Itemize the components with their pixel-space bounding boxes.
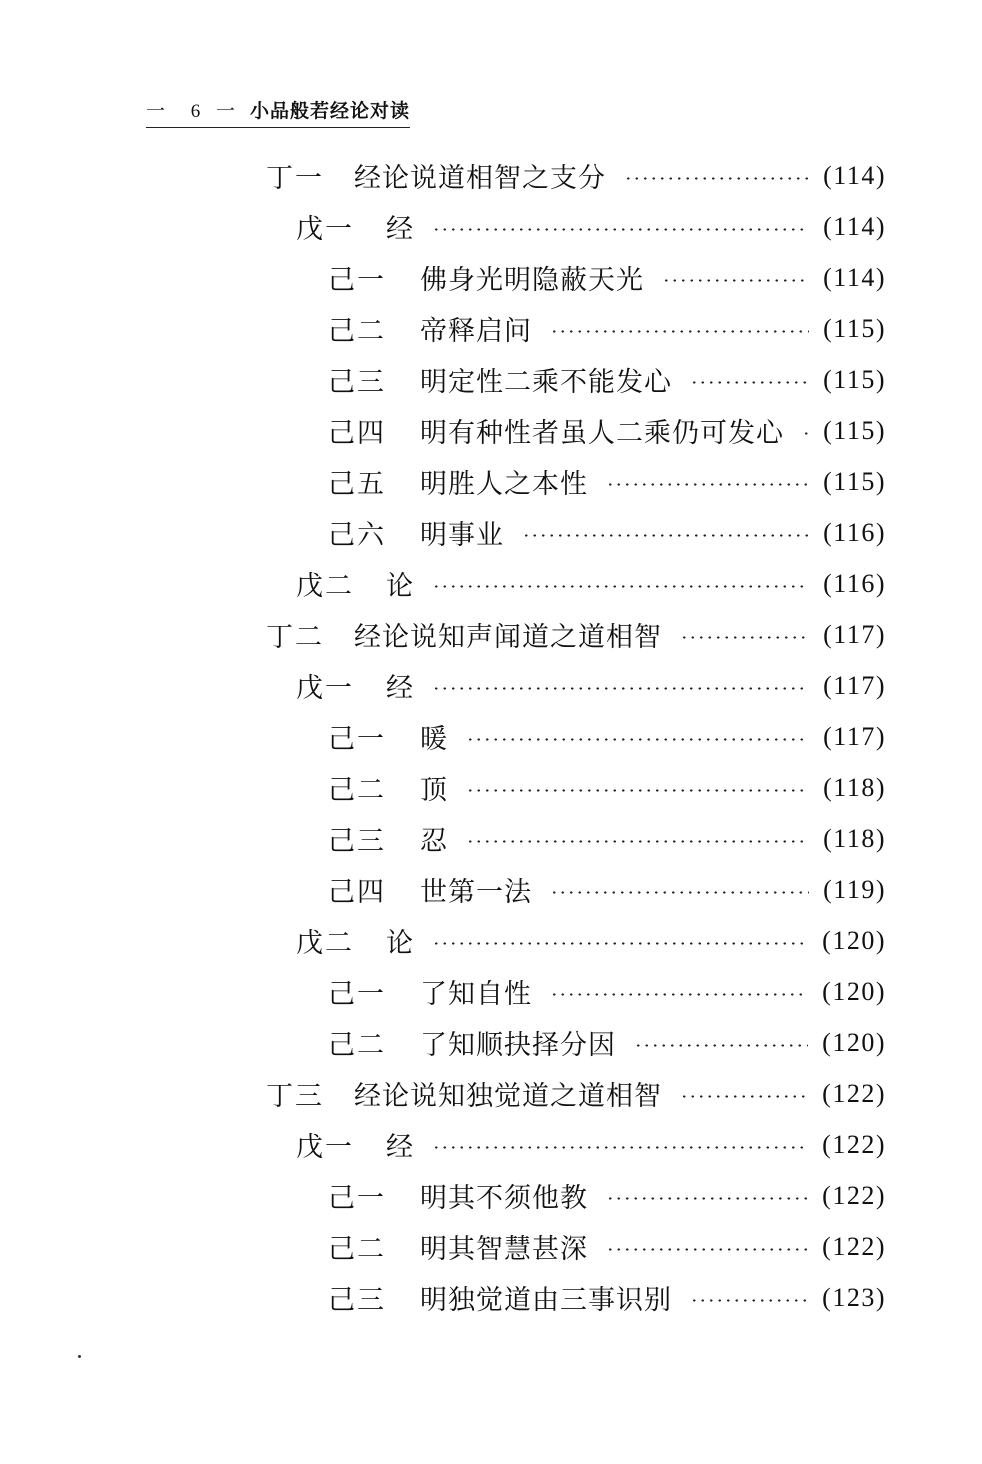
toc-entry-marker: 己三 [328, 826, 386, 857]
toc-entry-marker: 己四 [328, 877, 386, 908]
book-title: 小品般若经论对读 [250, 100, 411, 122]
toc-entry-page: (119) [823, 874, 886, 904]
toc-entry-title: 明其智慧甚深 [420, 1234, 588, 1265]
toc-entry-marker: 戊一 [296, 1132, 354, 1163]
toc-entry-title: 论 [386, 928, 414, 959]
toc-entry-title: 论 [386, 571, 414, 602]
toc-entry-page: (115) [823, 313, 886, 343]
toc-dot-leader [550, 891, 809, 894]
toc-entry-page: (114) [823, 160, 886, 190]
toc-entry-page: (118) [823, 772, 886, 802]
toc-entry-marker: 己二 [328, 1030, 386, 1061]
toc-dot-leader [624, 177, 809, 180]
toc-entry-page: (117) [823, 721, 886, 751]
toc-entry-title: 忍 [420, 826, 448, 857]
toc-dot-leader [432, 687, 809, 690]
toc-entry-title: 世第一法 [420, 877, 532, 908]
toc-entry-page: (116) [823, 568, 886, 598]
toc-dot-leader [466, 840, 809, 843]
toc-dot-leader [690, 1299, 808, 1302]
toc-dot-leader [606, 483, 809, 486]
toc-entry-title: 经论说知独觉道之道相智 [354, 1081, 662, 1112]
toc-entry [328, 1272, 886, 1323]
toc-entry [328, 354, 886, 405]
toc-entry-page: (122) [822, 1129, 886, 1159]
toc-entry-page: (117) [823, 670, 886, 700]
toc-entry-marker: 己一 [328, 724, 386, 755]
toc-entry-title: 经 [386, 673, 414, 704]
toc-entry [266, 1068, 886, 1119]
toc-dot-leader [466, 738, 809, 741]
toc-entry-title: 暖 [420, 724, 448, 755]
toc-entry-page: (122) [822, 1180, 886, 1210]
toc-entry-title: 明独觉道由三事识别 [420, 1285, 672, 1316]
toc-entry [296, 558, 886, 609]
toc-dot-leader [662, 279, 809, 282]
toc-dot-leader [550, 993, 808, 996]
toc-entry-title: 明定性二乘不能发心 [420, 367, 672, 398]
toc-entry-marker: 己六 [328, 520, 386, 551]
page-number: 6 [190, 101, 202, 122]
toc-entry-title: 经 [386, 1132, 414, 1163]
toc-entry-page: (120) [822, 1027, 886, 1057]
toc-entry-page: (115) [823, 364, 886, 394]
header-dash-right: 一 [216, 100, 237, 122]
toc-entry-marker: 戊二 [296, 928, 354, 959]
toc-entry-page: (114) [823, 211, 886, 241]
toc-entry-page: (115) [823, 415, 886, 445]
toc-entry-page: (117) [823, 619, 886, 649]
toc-entry-title: 明其不须他教 [420, 1183, 588, 1214]
toc-dot-leader [550, 330, 809, 333]
toc-entry-title: 经论说知声闻道之道相智 [354, 622, 662, 653]
toc-entry [328, 762, 886, 813]
toc-entry-marker: 己二 [328, 1234, 386, 1265]
toc-entry [266, 609, 886, 660]
toc-entry-title: 明事业 [420, 520, 504, 551]
toc-entry-marker: 己三 [328, 367, 386, 398]
toc-dot-leader [802, 432, 809, 435]
toc-entry-page: (120) [822, 976, 886, 1006]
toc-entry-marker: 己二 [328, 316, 386, 347]
header-dash-left: 一 [146, 100, 167, 122]
toc-entry-marker: 己二 [328, 775, 386, 806]
toc-dot-leader [690, 381, 809, 384]
toc-entry [296, 915, 886, 966]
toc-entry-title: 经论说道相智之支分 [354, 163, 606, 194]
toc-entry-page: (115) [823, 466, 886, 496]
toc-entry [328, 711, 886, 762]
toc-dot-leader [466, 789, 809, 792]
toc-entry-marker: 己四 [328, 418, 386, 449]
toc-entry [328, 507, 886, 558]
toc-dot-leader [680, 636, 809, 639]
toc-entry-marker: 己三 [328, 1285, 386, 1316]
toc-entry-title: 佛身光明隐蔽天光 [420, 265, 644, 296]
toc-entry-marker: 己一 [328, 265, 386, 296]
toc-entry [328, 864, 886, 915]
toc-entry-page: (116) [823, 517, 886, 547]
toc-dot-leader [634, 1044, 808, 1047]
toc-dot-leader [680, 1095, 808, 1098]
toc-entry-page: (122) [822, 1231, 886, 1261]
toc-entry-marker: 己一 [328, 1183, 386, 1214]
toc-entry-marker: 丁三 [266, 1081, 324, 1112]
toc-entry-marker: 戊一 [296, 214, 354, 245]
toc-dot-leader [432, 585, 809, 588]
toc-dot-leader [432, 228, 809, 231]
toc-entry [328, 813, 886, 864]
toc-entry [328, 1017, 886, 1068]
toc-entry [328, 252, 886, 303]
scan-speck [78, 1355, 81, 1358]
toc-entry-page: (122) [822, 1078, 886, 1108]
toc-entry [328, 966, 886, 1017]
running-header [146, 96, 410, 128]
toc-entry-title: 顶 [420, 775, 448, 806]
toc-entry [328, 1170, 886, 1221]
toc-dot-leader [432, 1146, 808, 1149]
toc-entry [328, 303, 886, 354]
toc-entry-page: (118) [823, 823, 886, 853]
toc-entry [296, 660, 886, 711]
toc-entry-marker: 戊二 [296, 571, 354, 602]
toc-dot-leader [432, 942, 808, 945]
toc-entry-title: 了知顺抉择分因 [420, 1030, 616, 1061]
toc-entry-marker: 己五 [328, 469, 386, 500]
toc-entry-marker: 丁二 [266, 622, 324, 653]
toc-entry-marker: 丁一 [266, 163, 324, 194]
toc-entry [328, 1221, 886, 1272]
toc-entry-title: 明胜人之本性 [420, 469, 588, 500]
toc-entry-page: (120) [822, 925, 886, 955]
toc-entry-title: 了知自性 [420, 979, 532, 1010]
toc-entry-title: 帝释启问 [420, 316, 532, 347]
toc-dot-leader [606, 1197, 808, 1200]
toc-dot-leader [522, 534, 809, 537]
toc-entry-title: 明有种性者虽人二乘仍可发心 [420, 418, 784, 449]
toc-entry [328, 456, 886, 507]
toc-entry-marker: 己一 [328, 979, 386, 1010]
toc-entry-page: (114) [823, 262, 886, 292]
toc-entry [266, 150, 886, 201]
toc-entry [296, 201, 886, 252]
toc-entry [328, 405, 886, 456]
toc-entry-page: (123) [822, 1282, 886, 1312]
toc-dot-leader [606, 1248, 808, 1251]
toc-entry-marker: 戊一 [296, 673, 354, 704]
toc-entry-title: 经 [386, 214, 414, 245]
toc-entry [296, 1119, 886, 1170]
